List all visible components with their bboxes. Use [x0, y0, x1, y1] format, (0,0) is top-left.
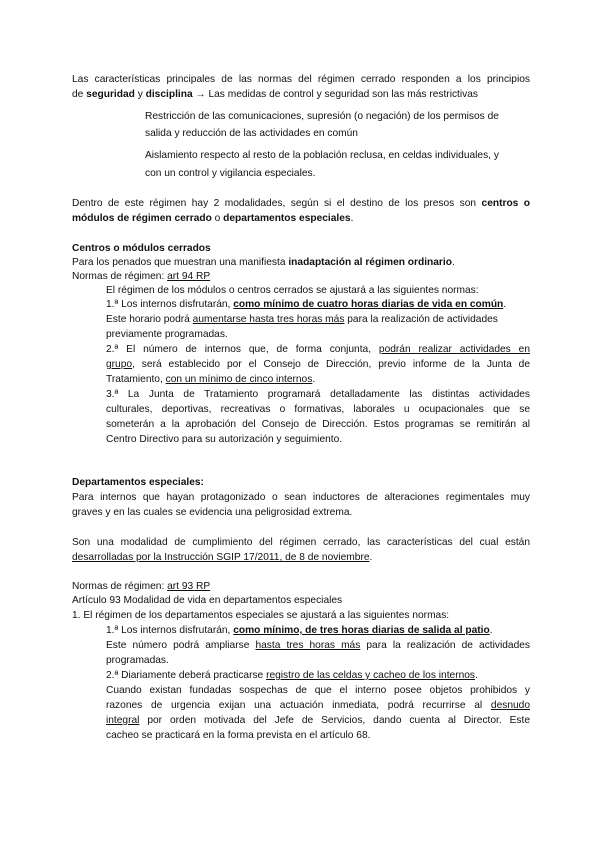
- articulo-93-title: Artículo 93 Modalidad de vida en departamentos especiales: [72, 595, 343, 606]
- articulo-93-item-1: 1. El régimen de los departamentos especiales se ajustará a las siguientes normas:: [72, 610, 450, 621]
- bullet-1-line-1: Restricción de las comunicaciones, supresión (o negación) de los permisos de: [145, 111, 499, 122]
- centros-intro-norma: El régimen de los módulos o centros cerrados se ajustará a las siguientes normas:: [106, 285, 479, 296]
- dept-norma-2-line-1: 2.ª Diariamente deberá practicarse registro de las celdas y cacheo de los internos.: [106, 670, 478, 681]
- centros-normas: Normas de régimen: art 94 RP: [72, 271, 211, 282]
- centros-norma-3-line-4: Centro Directivo para su autorización y seguimiento.: [106, 434, 343, 445]
- dept-norma-1-line-1: 1.ª Los internos disfrutarán, como mínimo, de tres horas diarias de salida al patio.: [106, 625, 493, 636]
- dept-norma-2-line-2: Cuando existan fundadas sospechas de que el interno posee objetos prohibidos y: [106, 685, 530, 696]
- centros-norma-2-line-1: 2.ª El número de internos que, de forma conjunta, podrán realizar actividades en: [106, 344, 530, 355]
- departamentos-modalidad-line-1: Son una modalidad de cumplimiento del régimen cerrado, las características del cual están: [72, 537, 530, 548]
- dept-norma-1-line-2: Este número podrá ampliarse hasta tres horas más para la realización de actividades: [106, 640, 530, 651]
- centros-norma-1-line-3: previamente programadas.: [106, 329, 228, 340]
- centros-norma-1-line-1: 1.ª Los internos disfrutarán, como mínimo de cuatro horas diarias de vida en común.: [106, 299, 507, 310]
- centros-norma-2-line-2: grupo, será establecido por el Consejo de Dirección, previo informe de la Junta de: [106, 359, 530, 370]
- art-93-link[interactable]: art 93 RP: [167, 581, 211, 592]
- centros-heading: Centros o módulos cerrados: [72, 243, 211, 254]
- departamentos-normas: Normas de régimen: art 93 RP: [72, 581, 211, 592]
- intro-line-2: de seguridad y disciplina → Las medidas de control y seguridad son las más restrictivas: [72, 89, 478, 100]
- dept-norma-2-line-5: cacheo se practicará en la forma prevista en el artículo 68.: [106, 730, 371, 741]
- centros-description: Para los penados que muestran una manifiesta inadaptación al régimen ordinario.: [72, 257, 455, 268]
- instruccion-sgip-link[interactable]: desarrolladas por la Instrucción SGIP 17/2011, de 8 de noviembre: [72, 552, 370, 563]
- dept-norma-2-line-3: razones de urgencia exijan una actuación inmediata, podrá recurrirse al desnudo: [106, 700, 530, 711]
- centros-norma-2-line-3: Tratamiento, con un mínimo de cinco internos.: [106, 374, 316, 385]
- art-94-link[interactable]: art 94 RP: [167, 271, 211, 282]
- departamentos-heading: Departamentos especiales:: [72, 477, 204, 488]
- modalidades-line-1: Dentro de este régimen hay 2 modalidades, según si el destino de los presos son centros o: [72, 198, 530, 209]
- modalidades-line-2: módulos de régimen cerrado o departamentos especiales.: [72, 213, 354, 224]
- bullet-2-line-1: Aislamiento respecto al resto de la población reclusa, en celdas individuales, y: [145, 150, 499, 161]
- centros-norma-1-line-2: Este horario podrá aumentarse hasta tres horas más para la realización de actividades: [106, 314, 498, 325]
- intro-line-1: Las características principales de las normas del régimen cerrado responden a los principios: [72, 74, 530, 85]
- centros-norma-3-line-3: someterán a la aprobación del Consejo de Dirección. Estos programas se remitirán al: [106, 419, 530, 430]
- dept-norma-1-line-3: programadas.: [106, 655, 169, 666]
- departamentos-desc-line-1: Para internos que hayan protagonizado o sean inductores de alteraciones regimentales muy: [72, 492, 530, 503]
- departamentos-modalidad-line-2: desarrolladas por la Instrucción SGIP 17/2011, de 8 de noviembre.: [72, 552, 373, 563]
- departamentos-desc-line-2: graves y en las cuales se evidencia una peligrosidad extrema.: [72, 507, 353, 518]
- bullet-2-line-2: con un control y vigilancia especiales.: [145, 168, 316, 179]
- centros-norma-3-line-1: 3.ª La Junta de Tratamiento programará detalladamente las distintas actividades: [106, 389, 530, 400]
- bullet-1-line-2: salida y reducción de las actividades en común: [145, 128, 358, 139]
- centros-norma-3-line-2: culturales, deportivas, recreativas o formativas, laborales u ocupacionales que se: [106, 404, 530, 415]
- dept-norma-2-line-4: integral por orden motivada del Jefe de Servicios, dando cuenta al Director. Este: [106, 715, 530, 726]
